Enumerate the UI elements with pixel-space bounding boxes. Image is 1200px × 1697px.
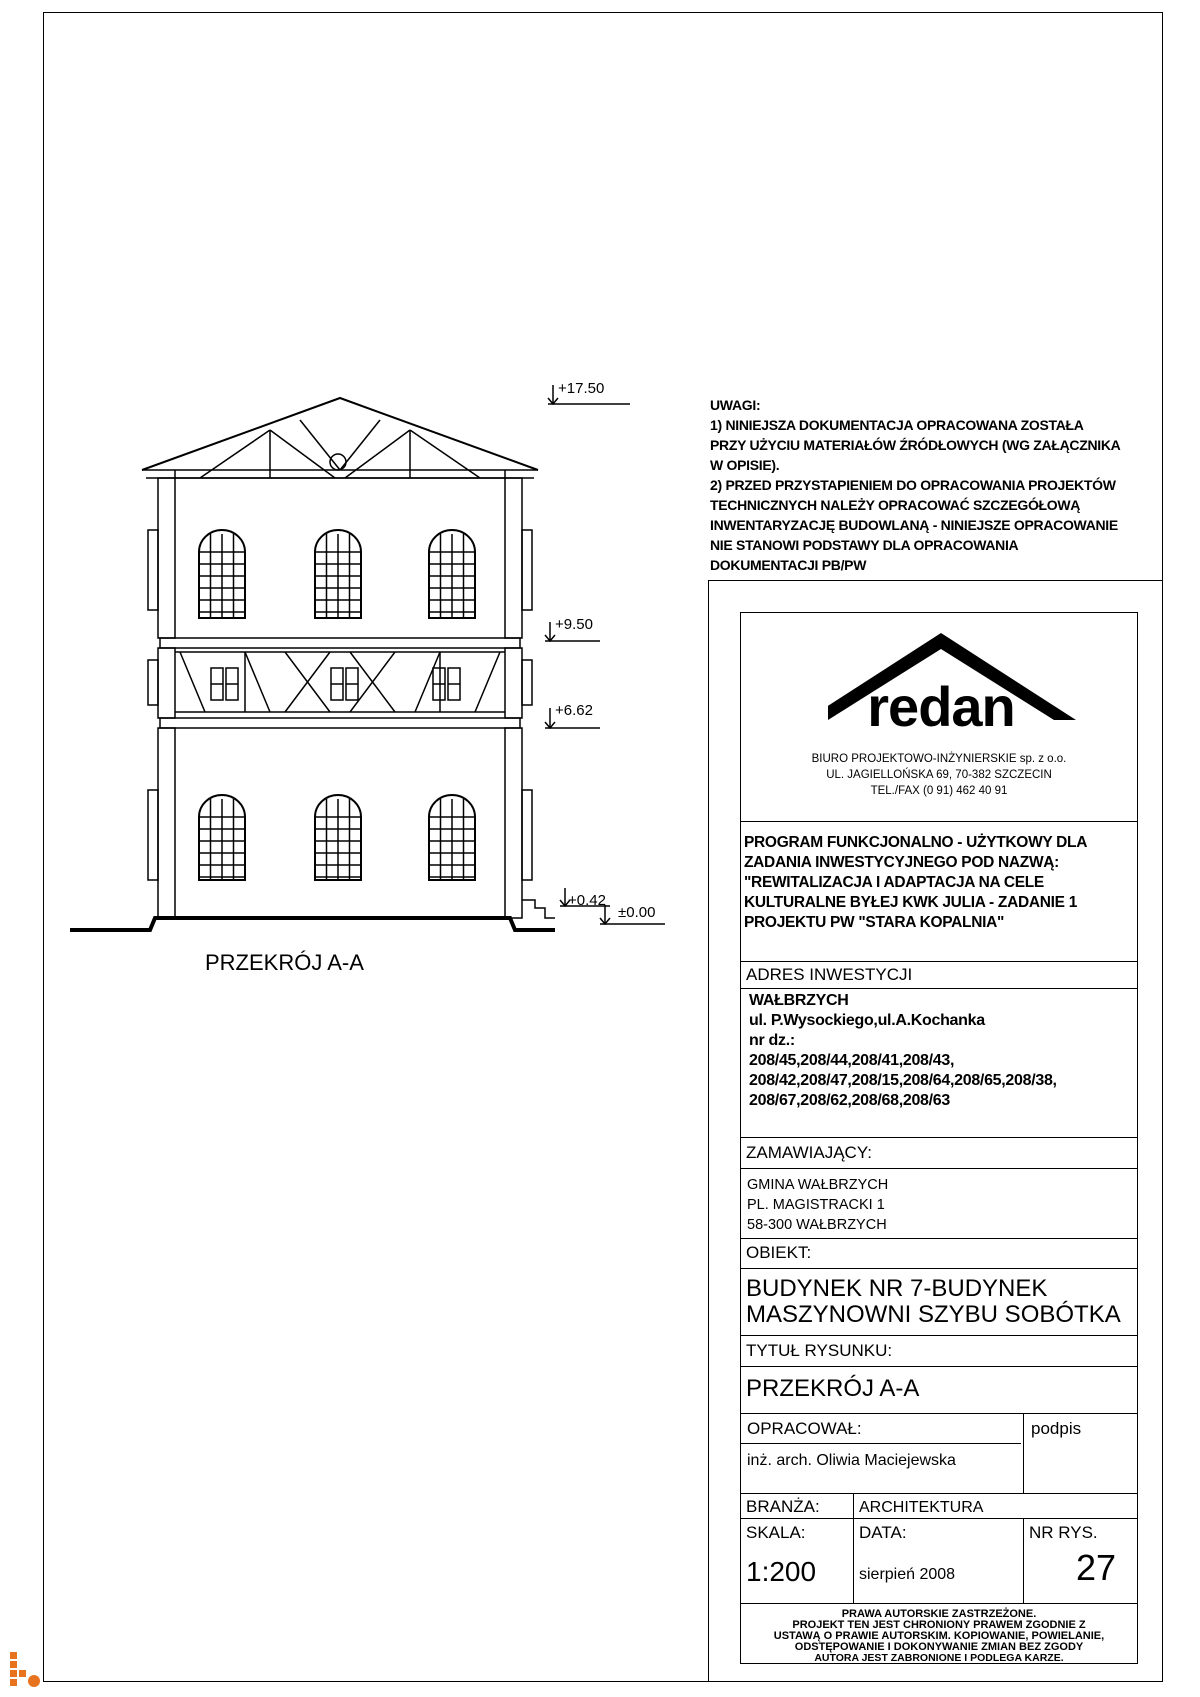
number-label: NR RYS. [1029,1523,1098,1542]
copyright-line: ODSTĘPOWANIE I DOKONYWANIE ZMIAN BEZ ZGODY [794,1641,1084,1653]
object-line: BUDYNEK NR 7-BUDYNEK [746,1275,1048,1302]
date-label: DATA: [859,1523,907,1542]
program-line: "REWITALIZACJA I ADAPTACJA NA CELE [744,874,1044,891]
notes [710,395,1120,575]
notes-line: TECHNICZNYCH NALEŻY OPRACOWAĆ SZCZEGÓŁOWĄ [710,497,1081,513]
copyright-line: AUTORA JEST ZABRONIONE I PODLEGA KARZE. [814,1652,1064,1664]
scale-value: 1:200 [746,1556,817,1587]
notes-line: INWENTARYZACJĘ BUDOWLANĄ - NINIEJSZE OPRACOWANIE [710,517,1118,533]
program-line: PROJEKTU PW "STARA KOPALNIA" [744,914,1005,931]
client-line: 58-300 WAŁBRZYCH [747,1217,887,1233]
number-value: 27 [1076,1547,1117,1588]
address-line: 208/45,208/44,208/41,208/43, [749,1052,955,1069]
level-label: +6.62 [555,702,593,719]
copyright-line: USTAWĄ O PRAWIE AUTORSKIM. KOPIOWANIE, POWIELANIE, [773,1630,1105,1642]
level-label: +9.50 [555,616,593,633]
company-phone: TEL./FAX (0 91) 462 40 91 [870,785,1008,797]
company-name: BIURO PROJEKTOWO-INŻYNIERSKIE sp. z o.o. [811,753,1067,765]
notes-line: W OPISIE). [710,457,780,473]
notes-line: NIE STANOWI PODSTAWY DLA OPRACOWANIA [710,537,1019,553]
copyright-line: PROJEKT TEN JEST CHRONIONY PRAWEM ZGODNIE Z [792,1619,1086,1631]
client-label: ZAMAWIAJĄCY: [746,1143,872,1162]
object-label: OBIEKT: [746,1243,812,1262]
level-label: +0.42 [568,892,606,909]
notes-line: 2) PRZED PRZYSTAPIENIEM DO OPRACOWANIA PROJEKTÓW [710,477,1116,493]
address-line: WAŁBRZYCH [749,992,849,1009]
corner-logo-icon [8,1650,44,1690]
notes-line: DOKUMENTACJI PB/PW [710,557,867,573]
prepared-name: inż. arch. Oliwia Maciejewska [747,1452,956,1469]
section-title: PRZEKRÓJ A-A [205,950,364,975]
date-value: sierpień 2008 [859,1566,956,1583]
scale-label: SKALA: [746,1523,806,1542]
client-line: PL. MAGISTRACKI 1 [747,1197,885,1213]
address-line: ul. P.Wysockiego,ul.A.Kochanka [749,1012,985,1029]
level-label: +17.50 [558,380,605,397]
notes-line: 1) NINIEJSZA DOKUMENTACJA OPRACOWANA ZOSTAŁA [710,417,1084,433]
address-line: 208/67,208/62,208/68,208/63 [749,1092,950,1109]
drawing-title-label: TYTUŁ RYSUNKU: [746,1341,893,1360]
notes-line: PRZY UŻYCIU MATERIAŁÓW ŹRÓDŁOWYCH (WG ZAŁĄCZNIKA [710,437,1121,453]
title-block [740,612,1138,1664]
client-line: GMINA WAŁBRZYCH [747,1177,889,1193]
branch-value: ARCHITEKTURA [859,1499,984,1516]
program-line: PROGRAM FUNKCJONALNO - UŻYTKOWY DLA [744,834,1088,851]
drawing-title-value: PRZEKRÓJ A-A [746,1375,920,1402]
level-label: ±0.00 [618,904,656,921]
object-line: MASZYNOWNI SZYBU SOBÓTKA [746,1301,1121,1328]
signature-label: podpis [1031,1419,1082,1438]
notes-heading: UWAGI: [710,397,761,413]
copyright-line: PRAWA AUTORSKIE ZASTRZEŻONE. [841,1608,1037,1620]
address-label: ADRES INWESTYCJI [746,965,913,984]
program-line: ZADANIA INWESTYCYJNEGO POD NAZWĄ: [744,854,1060,871]
branch-label: BRANŻA: [746,1497,820,1516]
prepared-label: OPRACOWAŁ: [747,1419,862,1438]
program-line: KULTURALNE BYŁEJ KWK JULIA - ZADANIE 1 [744,894,1078,911]
address-line: 208/42,208/47,208/15,208/64,208/65,208/38, [749,1072,1057,1089]
section-drawing [0,0,720,980]
address-line: nr dz.: [749,1032,795,1049]
logo-text: redan [867,675,1015,738]
company-address: UL. JAGIELLOŃSKA 69, 70-382 SZCZECIN [826,769,1052,781]
